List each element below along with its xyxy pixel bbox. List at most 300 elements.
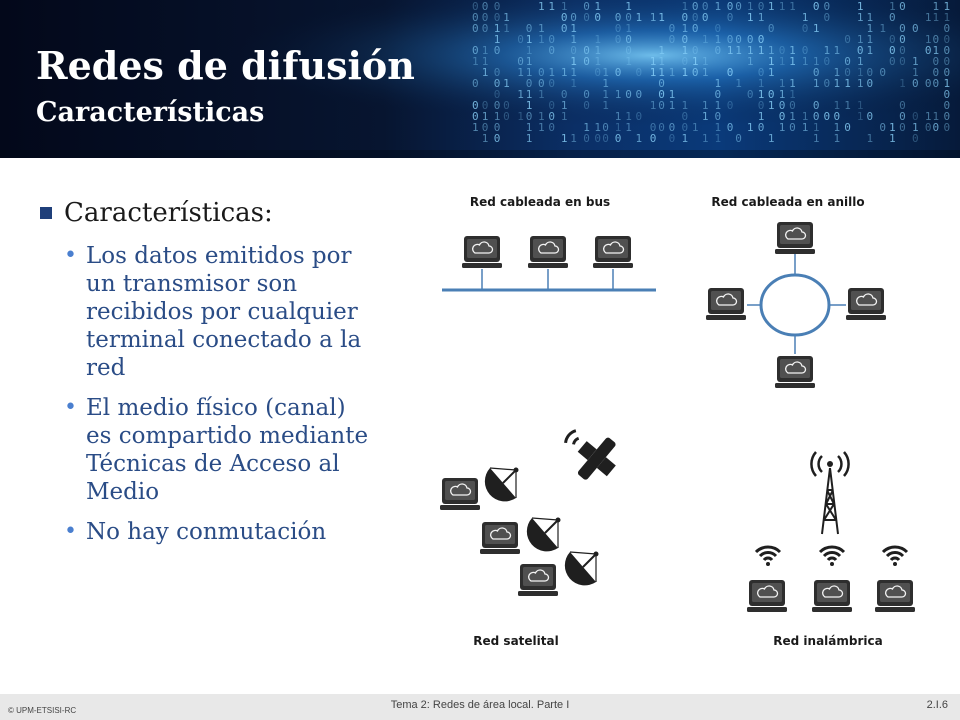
svg-text:1: 1 [856,110,864,123]
svg-text:1: 1 [866,132,874,145]
svg-text:1: 1 [570,22,577,35]
svg-text:1: 1 [538,88,545,101]
svg-text:0: 0 [472,77,479,90]
svg-text:0: 0 [924,44,932,57]
svg-text:0: 0 [548,121,556,134]
svg-text:0: 0 [943,99,951,112]
svg-text:1: 1 [812,132,820,145]
svg-text:1: 1 [714,77,722,90]
svg-text:0: 0 [912,132,919,145]
svg-text:0: 0 [658,121,665,134]
svg-text:1: 1 [658,44,665,57]
computer-icon [846,288,886,320]
satellite-icon [553,417,626,489]
computer-icon [775,222,815,254]
slide-content [36,196,376,558]
svg-text:1: 1 [767,44,775,57]
svg-text:0: 0 [668,132,676,145]
svg-text:0: 0 [714,88,722,101]
svg-text:0: 0 [866,66,874,79]
svg-text:1: 1 [602,77,609,90]
svg-text:1: 1 [525,132,533,145]
svg-text:0: 0 [635,66,643,79]
svg-text:1: 1 [767,132,775,145]
svg-text:0: 0 [812,110,820,123]
svg-text:0: 0 [924,121,932,134]
svg-text:1: 1 [789,110,796,123]
svg-text:1: 1 [560,132,568,145]
svg-text:1: 1 [602,99,609,112]
svg-text:1: 1 [525,121,533,134]
svg-text:1: 1 [701,110,709,123]
computer-icon [706,288,746,320]
svg-text:0: 0 [943,22,951,35]
svg-text:0: 0 [767,88,775,101]
svg-text:0: 0 [726,66,734,79]
svg-text:0: 0 [472,0,479,13]
svg-text:0: 0 [823,77,831,90]
svg-text:0: 0 [844,121,851,134]
svg-text:0: 0 [757,99,765,112]
svg-text:0: 0 [681,121,689,134]
svg-text:0: 0 [625,33,632,46]
svg-text:1: 1 [833,44,841,57]
svg-text:0: 0 [889,11,896,24]
svg-text:0: 0 [701,0,709,13]
svg-text:1: 1 [714,33,722,46]
slide-subtitle: Características [36,97,265,128]
svg-text:1: 1 [767,66,775,79]
svg-text:1: 1 [943,0,951,13]
svg-text:0: 0 [493,99,501,112]
bullet-dot-icon: • [64,519,77,544]
svg-text:0: 0 [548,77,556,90]
svg-text:1: 1 [493,22,501,35]
computer-icon [462,236,502,268]
svg-text:1: 1 [778,0,786,13]
svg-text:1: 1 [746,55,754,68]
svg-text:0: 0 [812,99,820,112]
satellite-dish-icon [485,468,519,502]
svg-text:1: 1 [493,110,501,123]
svg-text:0: 0 [472,22,479,35]
svg-text:1: 1 [681,0,689,13]
svg-text:0: 0 [932,66,940,79]
svg-text:1: 1 [668,66,676,79]
svg-text:0: 0 [899,99,906,112]
svg-text:0: 0 [583,99,590,112]
svg-text:0: 0 [714,44,722,57]
svg-text:0: 0 [767,22,775,35]
svg-text:1: 1 [833,99,841,112]
svg-text:1: 1 [735,44,742,57]
svg-text:1: 1 [691,121,699,134]
svg-text:0: 0 [548,33,556,46]
svg-text:1: 1 [767,99,775,112]
footer-topic: Tema 2: Redes de área local. Parte I [390,699,570,711]
svg-text:0: 0 [503,110,510,123]
svg-text:1: 1 [714,0,722,13]
svg-text:1: 1 [735,77,742,90]
svg-text:1: 1 [746,0,754,13]
svg-text:0: 0 [691,44,699,57]
svg-text:1: 1 [924,110,932,123]
svg-text:1: 1 [801,110,809,123]
svg-text:1: 1 [635,11,643,24]
svg-text:0: 0 [801,22,809,35]
main-bullet-text: Características: [64,198,273,228]
svg-text:0: 0 [583,0,590,13]
svg-text:1: 1 [493,33,501,46]
svg-text:0: 0 [714,22,722,35]
svg-text:1: 1 [701,99,709,112]
svg-text:1: 1 [866,44,874,57]
svg-text:1: 1 [560,66,568,79]
svg-text:0: 0 [594,11,602,24]
svg-text:0: 0 [583,88,590,101]
svg-text:0: 0 [943,110,951,123]
svg-text:1: 1 [681,132,689,145]
svg-text:1: 1 [525,88,533,101]
svg-text:1: 1 [503,77,510,90]
svg-text:0: 0 [735,132,742,145]
svg-text:1: 1 [912,121,919,134]
svg-text:0: 0 [899,44,906,57]
svg-text:1: 1 [570,66,577,79]
svg-text:1: 1 [625,0,632,13]
computer-icon [875,580,915,612]
svg-text:1: 1 [614,110,622,123]
svg-text:1: 1 [932,110,940,123]
svg-text:1: 1 [649,11,657,24]
svg-text:0: 0 [778,110,786,123]
svg-text:0: 0 [481,121,489,134]
svg-text:1: 1 [746,44,754,57]
svg-text:0: 0 [912,77,919,90]
svg-text:0: 0 [932,77,940,90]
svg-text:1: 1 [701,66,709,79]
svg-text:1: 1 [681,22,689,35]
svg-text:1: 1 [856,55,864,68]
bus-network-label: Red cableada en bus [469,195,611,209]
svg-text:1: 1 [767,0,775,13]
satellite-dish-icon [527,518,561,552]
svg-text:0: 0 [594,66,602,79]
sub-bullet-text: No hay conmutación [86,519,327,545]
svg-text:1: 1 [778,77,786,90]
computer-icon [593,236,633,268]
ring-network-label: Red cableada en anillo [711,195,865,209]
svg-text:1: 1 [912,66,919,79]
svg-text:1: 1 [778,121,786,134]
svg-text:1: 1 [757,44,765,57]
wifi-icon [883,547,907,566]
svg-text:0: 0 [812,0,820,13]
svg-text:0: 0 [691,22,699,35]
svg-text:0: 0 [668,33,676,46]
svg-text:0: 0 [594,132,602,145]
svg-text:0: 0 [625,88,632,101]
svg-text:0: 0 [866,110,874,123]
svg-text:0: 0 [844,55,851,68]
svg-text:0: 0 [757,66,765,79]
svg-text:1: 1 [879,22,887,35]
svg-text:1: 1 [856,77,864,90]
svg-text:1: 1 [538,0,545,13]
svg-text:1: 1 [833,132,841,145]
svg-text:0: 0 [538,66,545,79]
svg-text:1: 1 [538,22,545,35]
svg-text:1: 1 [538,33,545,46]
slide-title: Redes de difusión [36,43,415,88]
wireless-network-label: Red inalámbrica [773,634,883,648]
svg-text:1: 1 [570,55,577,68]
svg-text:1: 1 [778,55,786,68]
svg-text:0: 0 [614,66,622,79]
svg-text:1: 1 [602,66,609,79]
svg-text:0: 0 [823,0,831,13]
svg-text:1: 1 [801,121,809,134]
svg-text:1: 1 [625,121,632,134]
svg-text:1: 1 [691,55,699,68]
svg-text:1: 1 [856,33,864,46]
svg-text:0: 0 [844,33,851,46]
svg-text:0: 0 [493,77,501,90]
svg-text:0: 0 [525,110,533,123]
svg-text:0: 0 [801,44,809,57]
svg-text:1: 1 [594,121,602,134]
svg-text:1: 1 [481,132,489,145]
computer-icon [775,356,815,388]
svg-text:1: 1 [844,77,851,90]
svg-text:1: 1 [757,88,765,101]
svg-text:0: 0 [726,99,734,112]
svg-text:0: 0 [668,121,676,134]
svg-text:0: 0 [735,0,742,13]
svg-text:1: 1 [570,77,577,90]
svg-text:1: 1 [668,99,676,112]
svg-text:0: 0 [823,55,831,68]
svg-text:0: 0 [899,110,906,123]
svg-text:1: 1 [681,44,689,57]
svg-text:1: 1 [481,110,489,123]
computer-icon [440,478,480,510]
svg-text:0: 0 [899,33,906,46]
svg-text:0: 0 [493,132,501,145]
svg-text:1: 1 [812,121,820,134]
svg-text:0: 0 [714,110,722,123]
svg-text:0: 0 [691,11,699,24]
svg-text:0: 0 [691,66,699,79]
svg-text:0: 0 [649,132,657,145]
svg-text:0: 0 [823,11,831,24]
svg-text:0: 0 [548,99,556,112]
svg-text:0: 0 [701,11,709,24]
svg-text:0: 0 [932,33,940,46]
svg-text:0: 0 [726,121,734,134]
svg-text:0: 0 [548,110,556,123]
svg-text:1: 1 [912,55,919,68]
svg-text:0: 0 [625,44,632,57]
svg-text:1: 1 [625,55,632,68]
svg-text:0: 0 [583,11,590,24]
svg-text:1: 1 [889,0,896,13]
svg-text:1: 1 [583,121,590,134]
svg-text:1: 1 [649,66,657,79]
svg-text:0: 0 [658,99,665,112]
svg-text:0: 0 [844,66,851,79]
svg-text:0: 0 [472,44,479,57]
svg-text:1: 1 [823,44,831,57]
svg-text:1: 1 [889,121,896,134]
svg-text:0: 0 [614,132,622,145]
svg-text:0: 0 [778,99,786,112]
svg-text:1: 1 [649,55,657,68]
svg-text:1: 1 [481,55,489,68]
svg-text:0: 0 [856,44,864,57]
svg-text:0: 0 [899,0,906,13]
svg-text:0: 0 [889,55,896,68]
svg-text:1: 1 [635,132,643,145]
svg-text:0: 0 [503,99,510,112]
svg-text:0: 0 [746,33,754,46]
svg-text:1: 1 [866,11,874,24]
network-topologies-diagram [410,180,950,660]
svg-text:1: 1 [714,132,722,145]
svg-text:0: 0 [912,110,919,123]
svg-text:1: 1 [525,44,533,57]
svg-text:1: 1 [943,11,951,24]
svg-text:1: 1 [548,0,556,13]
svg-text:1: 1 [658,66,665,79]
svg-text:1: 1 [856,99,864,112]
svg-text:0: 0 [583,55,590,68]
svg-text:0: 0 [583,44,590,57]
svg-text:0: 0 [668,22,676,35]
svg-text:0: 0 [517,33,524,46]
svg-text:1: 1 [614,121,622,134]
svg-text:0: 0 [726,0,734,13]
svg-text:0: 0 [735,33,742,46]
svg-text:1: 1 [757,11,765,24]
svg-text:1: 1 [789,44,796,57]
svg-text:1: 1 [594,44,602,57]
svg-text:1: 1 [625,110,632,123]
svg-text:0: 0 [681,33,689,46]
svg-text:1: 1 [701,33,709,46]
svg-text:1: 1 [681,99,689,112]
svg-text:1: 1 [789,88,796,101]
svg-text:0: 0 [932,55,940,68]
svg-text:0: 0 [889,44,896,57]
svg-text:1: 1 [801,11,809,24]
svg-text:1: 1 [517,88,524,101]
svg-text:1: 1 [560,110,568,123]
svg-text:0: 0 [560,88,568,101]
svg-text:0: 0 [833,110,841,123]
svg-text:0: 0 [548,44,556,57]
svg-text:0: 0 [472,99,479,112]
svg-text:0: 0 [757,33,765,46]
svg-text:1: 1 [649,99,657,112]
svg-text:1: 1 [594,0,602,13]
svg-text:0: 0 [899,121,906,134]
svg-text:0: 0 [625,11,632,24]
svg-text:1: 1 [701,55,709,68]
svg-text:1: 1 [833,77,841,90]
svg-text:1: 1 [767,55,775,68]
svg-text:0: 0 [481,99,489,112]
svg-text:0: 0 [472,110,479,123]
svg-text:0: 0 [912,22,919,35]
svg-text:0: 0 [517,55,524,68]
svg-text:1: 1 [943,77,951,90]
svg-text:0: 0 [481,22,489,35]
svg-text:1: 1 [560,99,568,112]
svg-text:1: 1 [594,33,602,46]
svg-text:0: 0 [481,0,489,13]
svg-text:1: 1 [789,77,796,90]
computer-icon [480,522,520,554]
svg-text:0: 0 [866,77,874,90]
sub-bullet-text: El medio físico (canal) es compartido mediante Técnicas de Acceso al Medio [86,395,369,505]
svg-text:0: 0 [681,11,689,24]
svg-text:1: 1 [570,132,577,145]
svg-text:0: 0 [472,11,479,24]
svg-text:0: 0 [493,88,501,101]
svg-text:1: 1 [757,77,765,90]
svg-text:0: 0 [570,11,577,24]
svg-text:0: 0 [614,33,622,46]
wireless-network [747,452,915,648]
svg-text:1: 1 [746,121,754,134]
svg-text:1: 1 [538,110,545,123]
svg-text:0: 0 [602,132,609,145]
computer-icon [528,236,568,268]
svg-text:1: 1 [517,66,524,79]
svg-text:1: 1 [789,0,796,13]
computer-icon [518,564,558,596]
svg-text:0: 0 [493,0,501,13]
svg-text:1: 1 [866,33,874,46]
svg-text:0: 0 [924,77,932,90]
svg-text:0: 0 [538,77,545,90]
svg-text:0: 0 [943,88,951,101]
svg-text:1: 1 [472,55,479,68]
ring-network [706,195,886,388]
svg-text:1: 1 [714,99,722,112]
svg-text:0: 0 [943,44,951,57]
svg-text:0: 0 [681,110,689,123]
svg-text:1: 1 [932,0,940,13]
svg-text:1: 1 [778,88,786,101]
svg-text:0: 0 [614,22,622,35]
svg-text:0: 0 [889,33,896,46]
svg-text:1: 1 [932,44,940,57]
svg-text:1: 1 [856,11,864,24]
svg-text:0: 0 [691,0,699,13]
satellite-network-label: Red satelital [473,634,559,648]
svg-text:0: 0 [560,11,568,24]
sub-bullet-list [36,242,376,546]
svg-text:1: 1 [899,77,906,90]
svg-text:0: 0 [757,121,765,134]
sub-bullet [64,518,376,546]
svg-text:0: 0 [823,110,831,123]
svg-text:1: 1 [503,22,510,35]
svg-text:0: 0 [583,132,590,145]
svg-text:0: 0 [789,121,796,134]
